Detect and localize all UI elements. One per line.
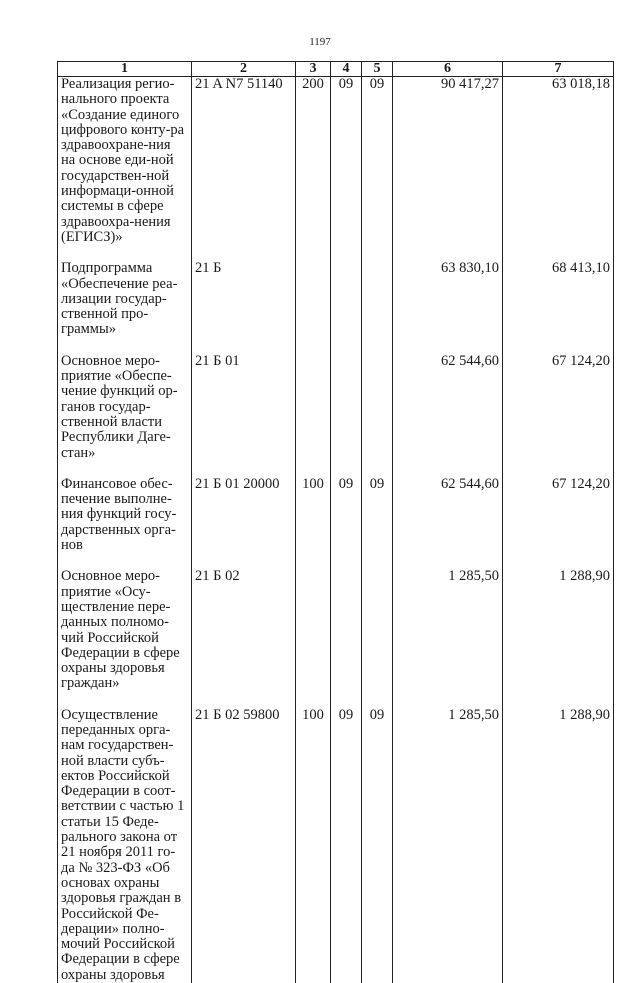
row-col5: 09 xyxy=(362,477,393,553)
row-name: Реализация регио-нального проекта «Создание единого цифрового конту-ра здравоохране-ния на основе еди-ной государствен-ной информаци-онной системы в сфере здравоохра-нения (ЕГИСЗ)» xyxy=(58,77,192,246)
row-col4 xyxy=(331,354,362,461)
row-name: Осуществление переданных орга-нам государствен-ной власти субъ-ектов Российской Федерации в соот-ветствии с частью 1 статьи 15 Феде-рального закона от 21 ноября 2011 го-да № 323-ФЗ «Об основах охраны здоровья граждан в Российской Фе-дерации» полно-мочий Российской Федерации в сфере охраны здоровья xyxy=(58,708,192,983)
table-row xyxy=(58,77,614,246)
row-col7: 1 288,90 xyxy=(503,708,614,983)
row-col5: 09 xyxy=(362,708,393,983)
row-col3: 100 xyxy=(296,708,331,983)
row-col4 xyxy=(331,569,362,691)
column-header: 7 xyxy=(503,62,614,77)
row-col5 xyxy=(362,354,393,461)
row-col7: 1 288,90 xyxy=(503,569,614,691)
row-col6: 62 544,60 xyxy=(393,354,503,461)
row-col3 xyxy=(296,261,331,337)
row-col3: 100 xyxy=(296,477,331,553)
row-col6: 62 544,60 xyxy=(393,477,503,553)
row-name: Подпрограмма «Обеспечение реа-лизации государ-ственной про-граммы» xyxy=(58,261,192,337)
column-header: 1 xyxy=(58,62,192,77)
table-row xyxy=(58,569,614,691)
row-col6: 63 830,10 xyxy=(393,261,503,337)
column-header: 4 xyxy=(331,62,362,77)
row-name: Финансовое обес-печение выполне-ния функций госу-дарственных орга-нов xyxy=(58,477,192,553)
row-col5 xyxy=(362,569,393,691)
budget-table xyxy=(57,61,614,983)
row-col5 xyxy=(362,261,393,337)
row-col7: 63 018,18 xyxy=(503,77,614,246)
column-header: 6 xyxy=(393,62,503,77)
table-header-row xyxy=(58,62,614,77)
row-col4: 09 xyxy=(331,708,362,983)
row-code: 21 Б xyxy=(192,261,296,337)
row-name: Основное меро-приятие «Обеспе-чение функций ор-ганов государ-ственной власти Республики Даге-стан» xyxy=(58,354,192,461)
row-col6: 90 417,27 xyxy=(393,77,503,246)
row-name: Основное меро-приятие «Осу-ществление пере-данных полномо-чий Российской Федерации в сфере охраны здоровья граждан» xyxy=(58,569,192,691)
table-row xyxy=(58,261,614,337)
table-row xyxy=(58,708,614,983)
column-header: 5 xyxy=(362,62,393,77)
row-col7: 67 124,20 xyxy=(503,477,614,553)
row-col3 xyxy=(296,354,331,461)
row-code: 21 Б 02 xyxy=(192,569,296,691)
row-col4: 09 xyxy=(331,77,362,246)
page-number: 1197 xyxy=(309,36,331,48)
row-code: 21 Б 01 20000 xyxy=(192,477,296,553)
row-code: 21 Б 01 xyxy=(192,354,296,461)
row-col5: 09 xyxy=(362,77,393,246)
row-col6: 1 285,50 xyxy=(393,569,503,691)
row-code: 21 A N7 51140 xyxy=(192,77,296,246)
table-row xyxy=(58,354,614,461)
row-code: 21 Б 02 59800 xyxy=(192,708,296,983)
row-col4 xyxy=(331,261,362,337)
column-header: 2 xyxy=(192,62,296,77)
row-col7: 67 124,20 xyxy=(503,354,614,461)
table-row xyxy=(58,477,614,553)
row-col3: 200 xyxy=(296,77,331,246)
row-col4: 09 xyxy=(331,477,362,553)
row-col6: 1 285,50 xyxy=(393,708,503,983)
row-col3 xyxy=(296,569,331,691)
row-col7: 68 413,10 xyxy=(503,261,614,337)
column-header: 3 xyxy=(296,62,331,77)
